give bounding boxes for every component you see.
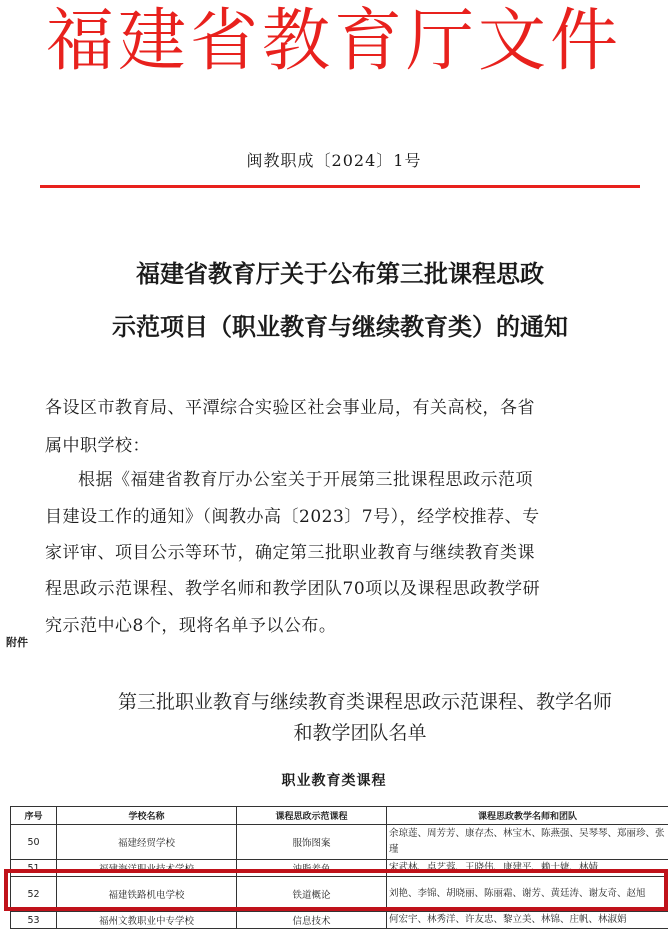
row-team: 刘艳、李锦、胡晓丽、陈丽霜、谢芳、黄廷涛、谢友奇、赵旭: [387, 877, 668, 912]
body-line-6: 程思政示范课程、教学名师和教学团队70项以及课程思政教学研: [45, 579, 541, 599]
table-row: [11, 912, 668, 929]
row-school: 福建经贸学校: [57, 825, 237, 860]
table-row: [11, 825, 668, 860]
document-number: 闽教职成〔2024〕1号: [246, 151, 422, 170]
row-course: 铁道概论: [237, 877, 387, 912]
row-course: 油脂养鱼: [237, 860, 387, 877]
header-course: 课程思政示范课程: [237, 807, 387, 825]
notice-title-line-2: 示范项目（职业教育与继续教育类）的通知: [112, 313, 568, 341]
section-title: 职业教育类课程: [281, 773, 387, 789]
row-school: 福建海洋职业技术学校: [57, 860, 237, 877]
red-divider-line: [40, 185, 640, 188]
row-number: 53: [11, 912, 57, 929]
header-team: 课程思政教学名师和团队: [387, 807, 668, 825]
row-course: 信息技术: [237, 912, 387, 929]
attachment-label: 附件: [6, 636, 28, 649]
row-school: 福州文教职业中专学校: [57, 912, 237, 929]
row-number: 50: [11, 825, 57, 860]
row-number: 51: [11, 860, 57, 877]
header-school: 学校名称: [57, 807, 237, 825]
notice-title-line-1: 福建省教育厅关于公布第三批课程思政: [136, 260, 544, 288]
row-team: 何宏宇、林秀洋、许友忠、黎立美、林锦、庄帆、林淑娟: [387, 912, 668, 929]
body-line-2: 属中职学校：: [45, 436, 150, 456]
header-number: 序号: [11, 807, 57, 825]
body-line-7: 究示范中心8个，现将名单予以公布。: [45, 616, 337, 636]
body-line-1: 各设区市教育局、平潭综合实验区社会事业局，有关高校，各省: [45, 398, 535, 418]
body-line-5: 家评审、项目公示等环节，确定第三批职业教育与继续教育类课: [45, 543, 535, 563]
row-number: 52: [11, 877, 57, 912]
row-team: 余琼莲、周芳芳、康存杰、林宝木、陈燕强、吴琴琴、郑丽珍、张瑾: [387, 825, 668, 860]
body-line-4: 目建设工作的通知》（闽教办高〔2023〕7号），经学校推荐、专: [45, 507, 540, 527]
body-line-3: 根据《福建省教育厅办公室关于开展第三批课程思政示范项: [78, 470, 533, 490]
list-title-line-2: 和教学团队名单: [293, 722, 427, 744]
list-title-line-1: 第三批职业教育与继续教育类课程思政示范课程、教学名师: [117, 691, 612, 713]
row-school: 福建铁路机电学校: [57, 877, 237, 912]
table-header-row: [11, 807, 668, 825]
row-team: 宋武林、卓艺蓉、王晓伟、康建平、赖士婕、林婧: [387, 860, 668, 877]
row-course: 服饰图案: [237, 825, 387, 860]
document-masthead: 福建省教育厅文件: [45, 2, 622, 81]
highlight-box: [4, 869, 668, 911]
